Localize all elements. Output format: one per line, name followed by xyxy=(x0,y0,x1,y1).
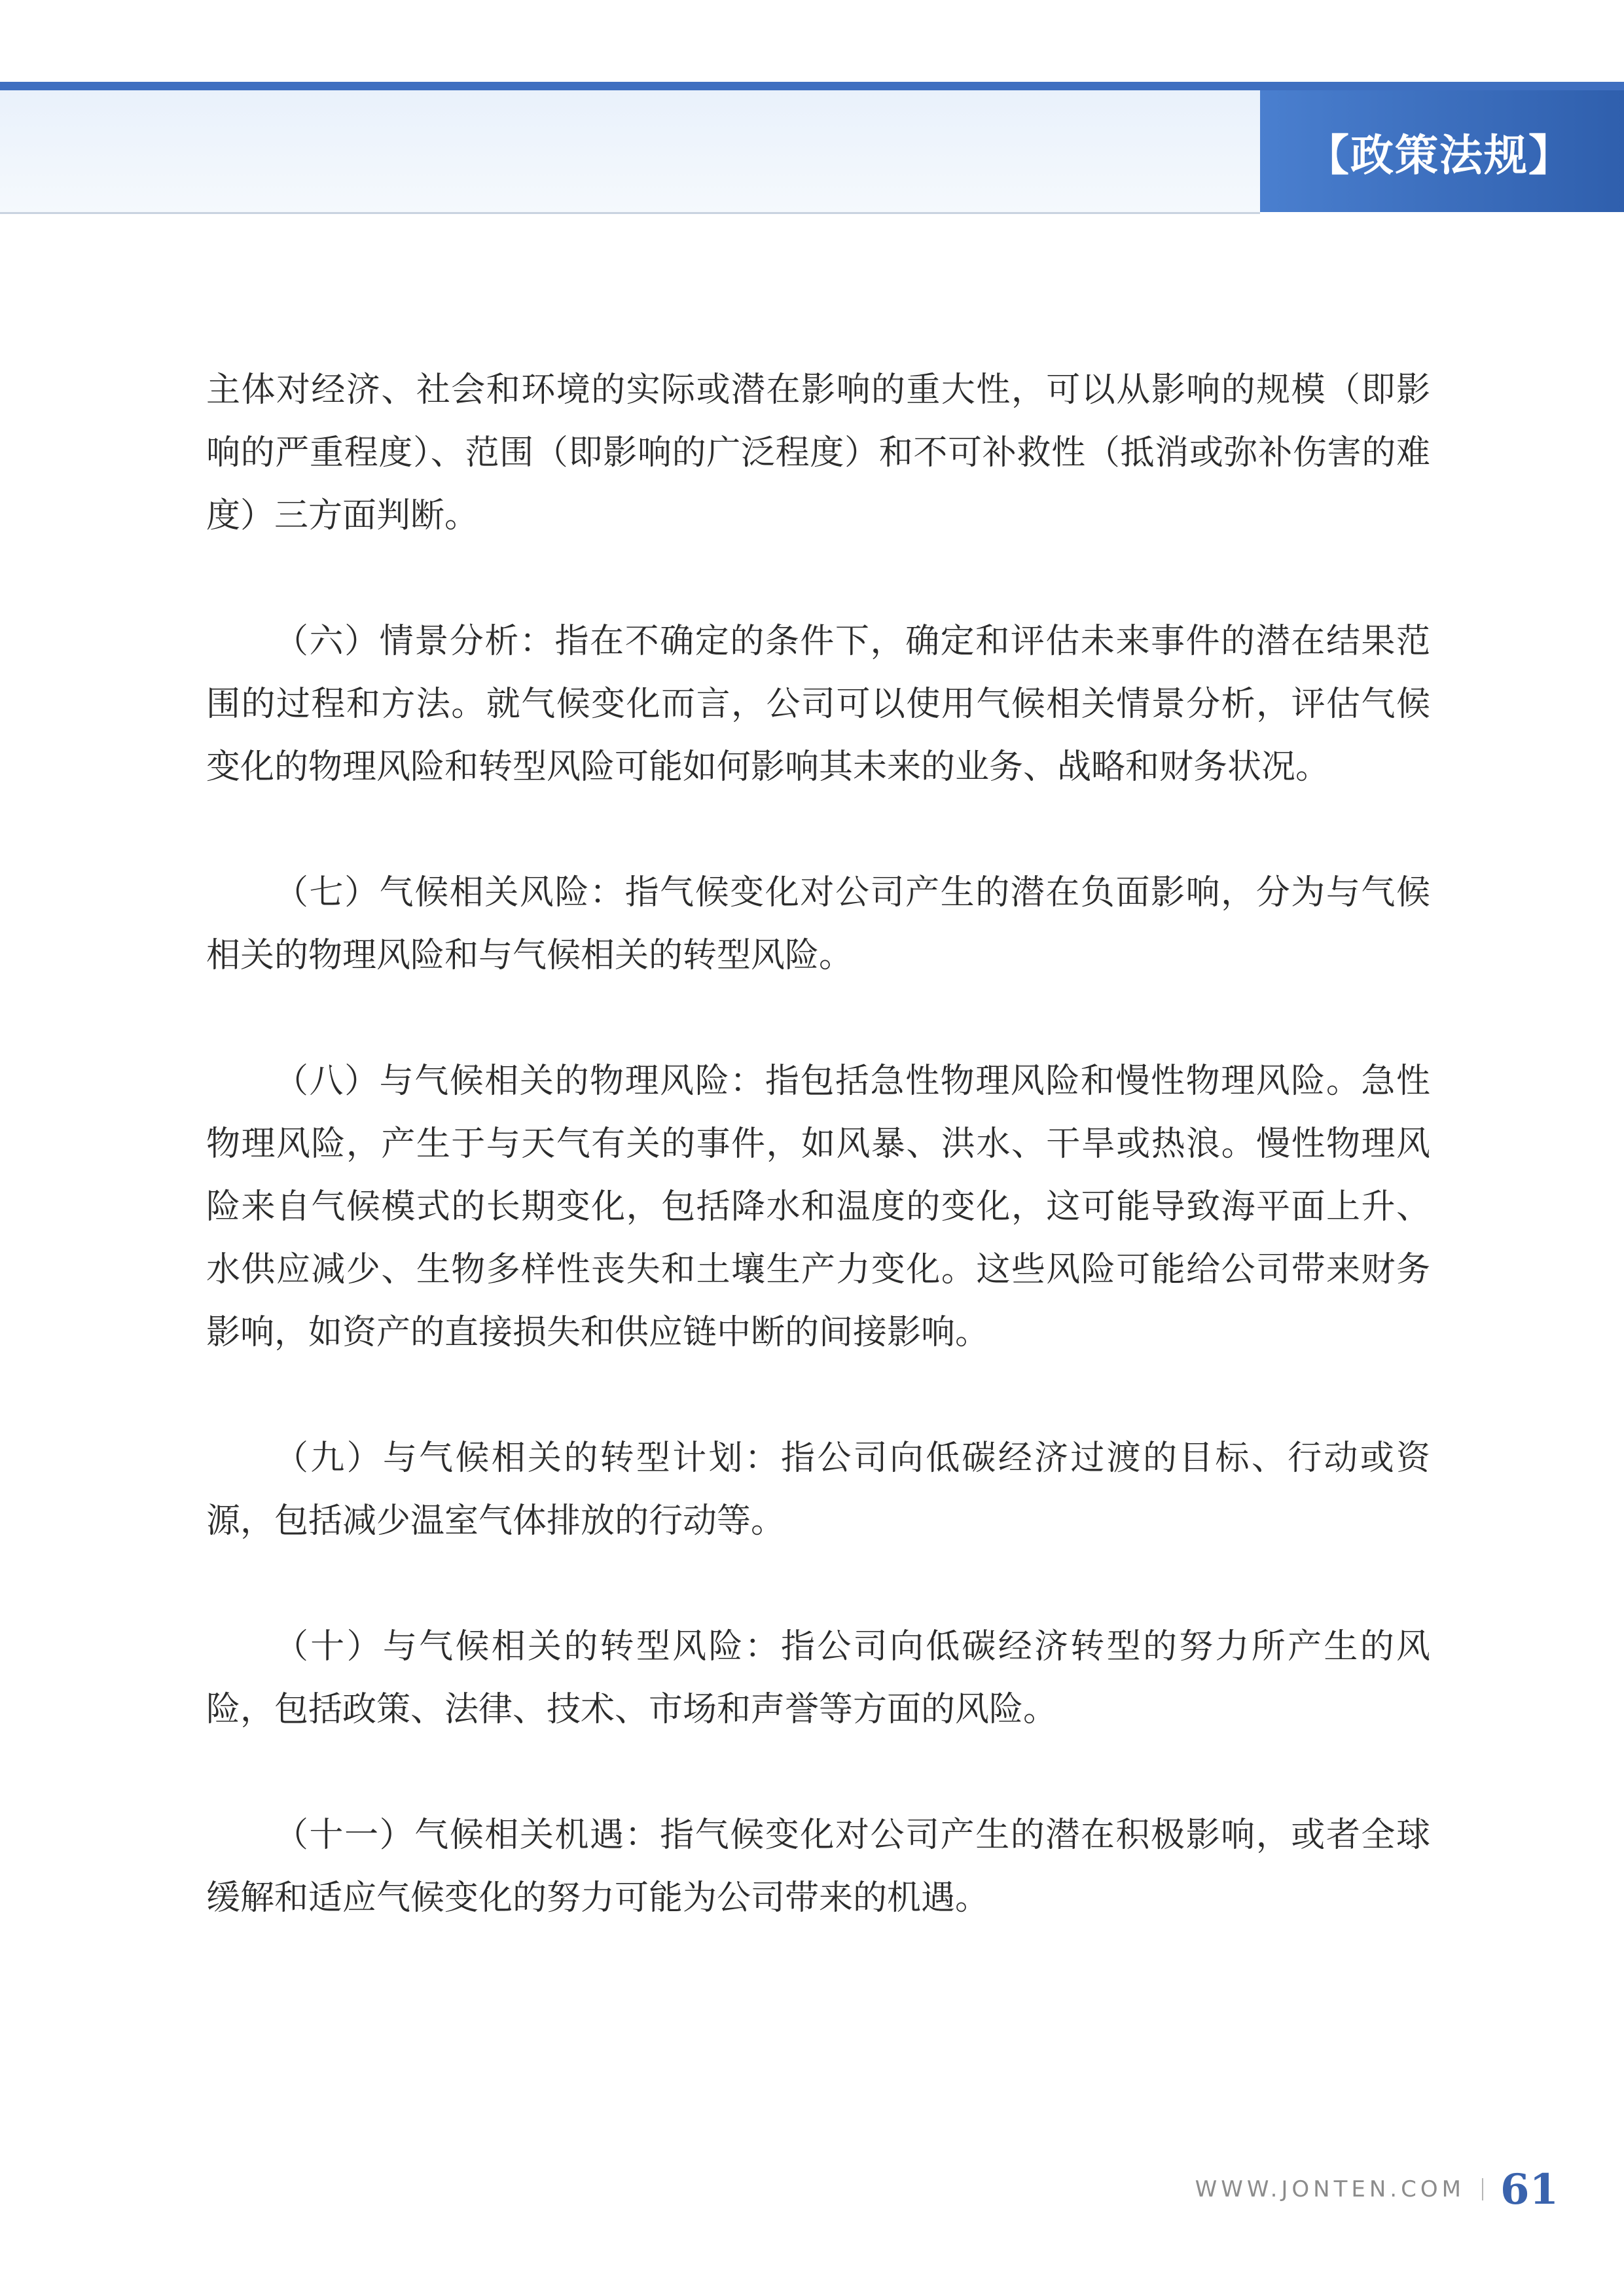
paragraph-transition-risk: （十）与气候相关的转型风险：指公司向低碳经济转型的努力所产生的风险，包括政策、法律、技术、市场和声誉等方面的风险。 xyxy=(206,1627,1430,1729)
paragraph-climate-risk: （七）气候相关风险：指气候变化对公司产生的潜在负面影响，分为与气候相关的物理风险和与气候相关的转型风险。 xyxy=(206,873,1430,975)
paragraph-scenario-analysis: （六）情景分析：指在不确定的条件下，确定和评估未来事件的潜在结果范围的过程和方法。就气候变化而言，公司可以使用气候相关情景分析，评估气候变化的物理风险和转型风险可能如何影响其未来的业务、战略和财务状况。 xyxy=(206,622,1430,787)
page-footer xyxy=(1195,2163,1559,2215)
paragraph-physical-risk: （八）与气候相关的物理风险：指包括急性物理风险和慢性物理风险。急性物理风险，产生于与天气有关的事件，如风暴、洪水、干旱或热浪。慢性物理风险来自气候模式的长期变化，包括降水和温度的变化，这可能导致海平面上升、水供应减少、生物多样性丧失和土壤生产力变化。这些风险可能给公司带来财务影响，如资产的直接损失和供应链中断的间接影响。 xyxy=(206,1062,1430,1352)
page-number: 61 xyxy=(1500,2164,1559,2214)
paragraph-continuation: 主体对经济、社会和环境的实际或潜在影响的重大性，可以从影响的规模（即影响的严重程度）、范围（即影响的广泛程度）和不可补救性（抵消或弥补伤害的难度）三方面判断。 xyxy=(206,370,1430,535)
paragraph-transition-plan: （九）与气候相关的转型计划：指公司向低碳经济过渡的目标、行动或资源，包括减少温室气体排放的行动等。 xyxy=(206,1439,1430,1541)
footer-divider xyxy=(1482,2178,1483,2200)
header-accent-stripe xyxy=(0,82,1624,90)
footer-website: WWW.JONTEN.COM xyxy=(1195,2176,1465,2202)
header-band xyxy=(0,90,1260,214)
paragraph-climate-opportunity: （十一）气候相关机遇：指气候变化对公司产生的潜在积极影响，或者全球缓解和适应气候变化的努力可能为公司带来的机遇。 xyxy=(206,1816,1430,1918)
body-content xyxy=(206,359,1430,1992)
section-tab xyxy=(1260,90,1624,212)
section-label: 【政策法规】 xyxy=(1306,129,1573,181)
